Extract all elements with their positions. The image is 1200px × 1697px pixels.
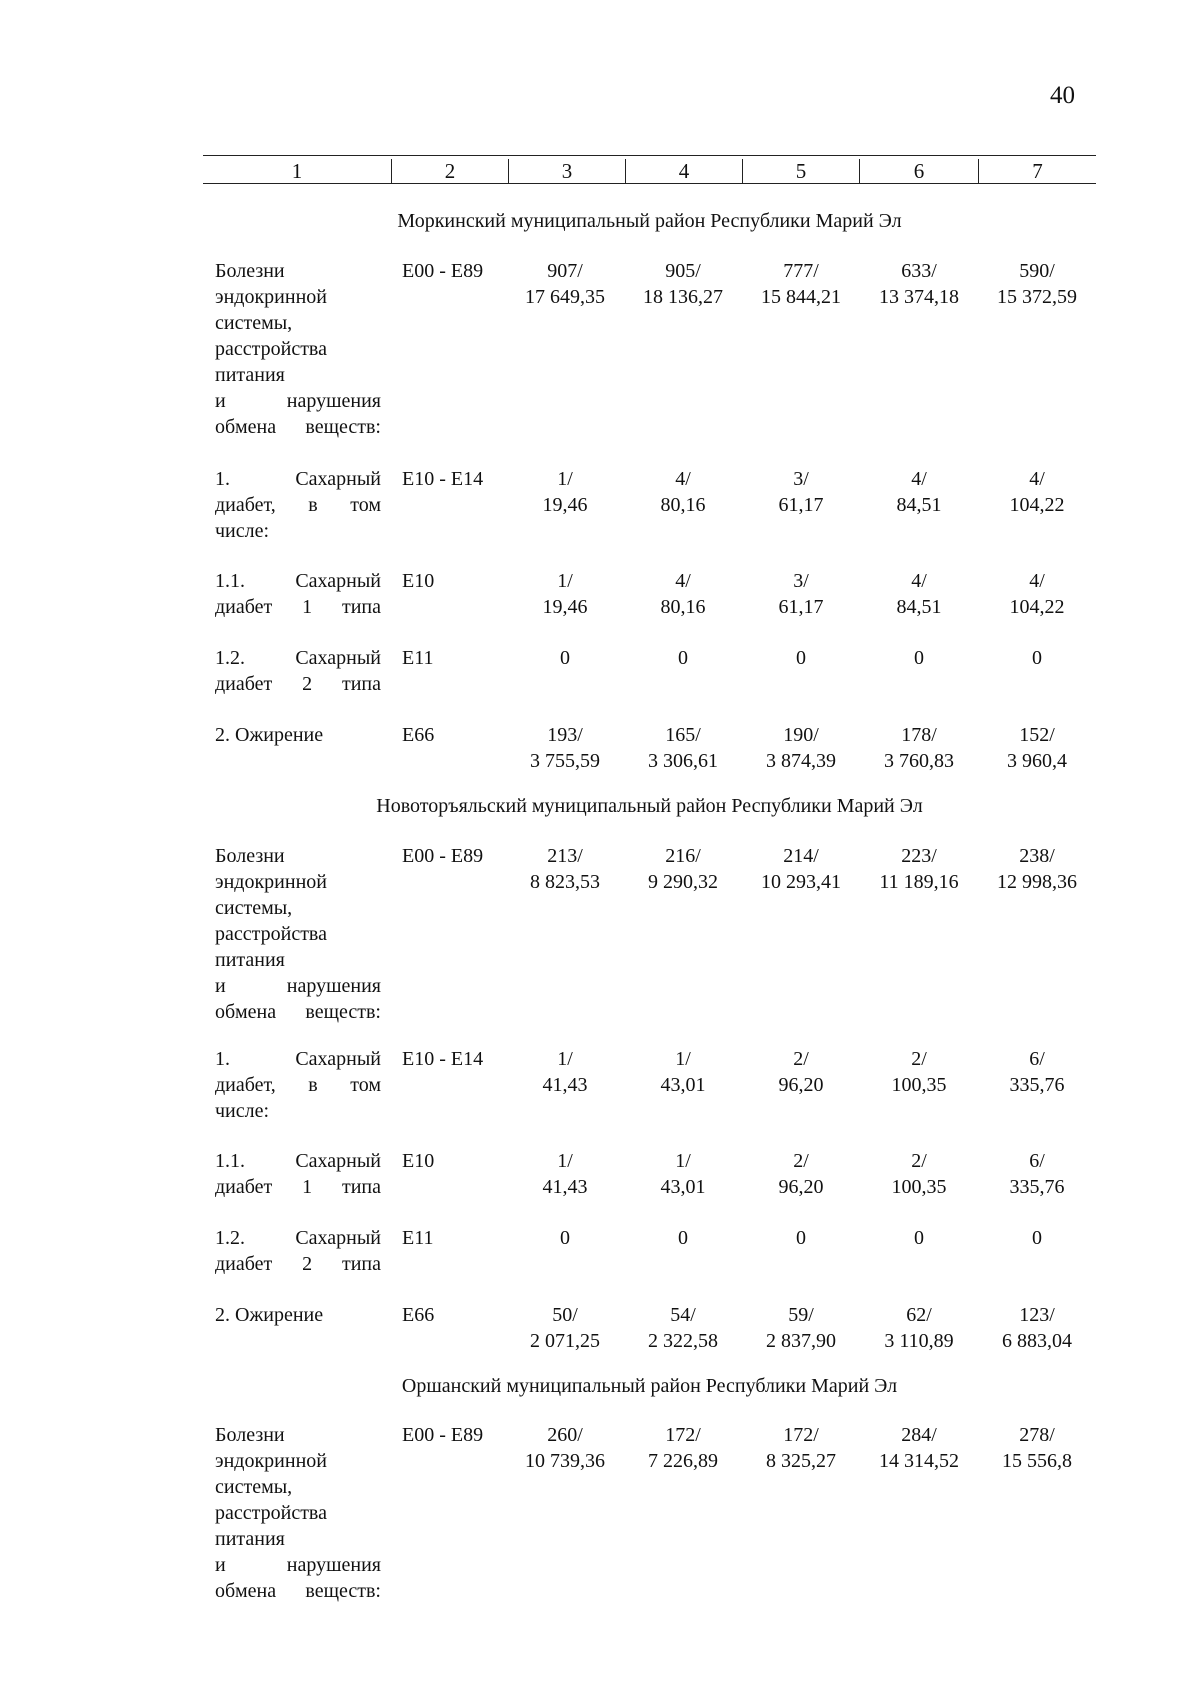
value-cell: [742, 1225, 860, 1251]
rate-value: 13 374,18: [879, 286, 959, 308]
value-cell: [506, 258, 624, 310]
rate-value: 3 874,39: [766, 750, 836, 772]
case-count: 62/: [906, 1304, 932, 1326]
value-cell: [742, 1148, 860, 1200]
value-cell: [506, 568, 624, 620]
value-cell: [978, 466, 1096, 518]
case-count: 0: [1032, 647, 1042, 669]
row-label-line: числе:: [215, 1100, 270, 1122]
case-count: 172/: [665, 1424, 701, 1446]
value-cell: [742, 1302, 860, 1354]
rate-value: 10 293,41: [761, 871, 841, 893]
case-count: 0: [914, 647, 924, 669]
icd-code: E11: [402, 1227, 434, 1249]
rate-value: 14 314,52: [879, 1450, 959, 1472]
row-label: [215, 1422, 381, 1604]
row-label-line: эндокринной: [215, 871, 327, 893]
icd-code: E00 - E89: [402, 260, 484, 282]
row-label: [215, 1302, 381, 1328]
row-label-line: обмена веществ:: [215, 1580, 381, 1602]
rate-value: 15 556,8: [1002, 1450, 1072, 1472]
value-cell: [506, 843, 624, 895]
row-label-line: 1. Сахарный: [215, 1048, 381, 1070]
case-count: 152/: [1019, 724, 1055, 746]
rate-value: 43,01: [660, 1074, 706, 1096]
rate-value: 3 760,83: [884, 750, 954, 772]
value-cell: [506, 466, 624, 518]
rate-value: 2 322,58: [648, 1330, 718, 1352]
header-col-2: 2: [392, 159, 509, 183]
rate-value: 3 755,59: [530, 750, 600, 772]
icd-code: E66: [402, 1304, 435, 1326]
case-count: 223/: [901, 845, 937, 867]
value-cell: [624, 466, 742, 518]
value-cell: [860, 1422, 978, 1474]
rate-value: 80,16: [660, 596, 706, 618]
value-cell: [978, 1422, 1096, 1474]
row-label-line: 2. Ожирение: [215, 724, 324, 746]
icd-code: E00 - E89: [402, 1424, 484, 1446]
icd-code: E10: [402, 1150, 435, 1172]
value-cell: [860, 258, 978, 310]
row-label-line: и нарушения: [215, 1554, 381, 1576]
case-count: 0: [796, 1227, 806, 1249]
row-label-line: диабет 2 типа: [215, 673, 381, 695]
value-cell: [742, 258, 860, 310]
case-count: 6/: [1029, 1150, 1045, 1172]
rate-value: 96,20: [778, 1074, 824, 1096]
rate-value: 80,16: [660, 494, 706, 516]
rate-value: 100,35: [891, 1074, 947, 1096]
row-label-line: диабет 1 типа: [215, 596, 381, 618]
case-count: 123/: [1019, 1304, 1055, 1326]
case-count: 284/: [901, 1424, 937, 1446]
row-label-line: 1. Сахарный: [215, 468, 381, 490]
rate-value: 7 226,89: [648, 1450, 718, 1472]
district-title: Оршанский муниципальный район Республики Марий Эл: [401, 1375, 898, 1397]
row-label-line: эндокринной: [215, 1450, 327, 1472]
value-cell: [860, 722, 978, 774]
case-count: 4/: [1029, 468, 1045, 490]
row-label-line: расстройства: [215, 923, 327, 945]
value-cell: [624, 1225, 742, 1251]
value-cell: [978, 645, 1096, 671]
case-count: 213/: [547, 845, 583, 867]
case-count: 178/: [901, 724, 937, 746]
value-cell: [860, 1148, 978, 1200]
case-count: 0: [796, 647, 806, 669]
case-count: 4/: [911, 468, 927, 490]
value-cell: [978, 1046, 1096, 1098]
header-top-rule: [203, 155, 1096, 156]
value-cell: [624, 1046, 742, 1098]
header-bottom-rule: [203, 183, 1096, 184]
rate-value: 15 844,21: [761, 286, 841, 308]
rate-value: 10 739,36: [525, 1450, 605, 1472]
row-label-line: 1.1. Сахарный: [215, 570, 381, 592]
row-label: [215, 568, 381, 620]
district-title: Новоторъяльский муниципальный район Республики Марий Эл: [376, 795, 923, 817]
icd-code: E11: [402, 647, 434, 669]
rate-value: 84,51: [896, 494, 942, 516]
value-cell: [860, 843, 978, 895]
header-col-6: 6: [860, 159, 979, 183]
value-cell: [506, 1046, 624, 1098]
value-cell: [624, 722, 742, 774]
case-count: 2/: [911, 1048, 927, 1070]
row-label-line: системы,: [215, 1476, 293, 1498]
value-cell: [624, 1302, 742, 1354]
row-label-line: обмена веществ:: [215, 416, 381, 438]
case-count: 4/: [1029, 570, 1045, 592]
rate-value: 104,22: [1009, 494, 1065, 516]
icd-code: E10: [402, 570, 435, 592]
row-label: [215, 722, 381, 748]
case-count: 4/: [675, 570, 691, 592]
case-count: 4/: [675, 468, 691, 490]
value-cell: [506, 645, 624, 671]
case-count: 214/: [783, 845, 819, 867]
rate-value: 3 110,89: [884, 1330, 954, 1352]
case-count: 633/: [901, 260, 937, 282]
case-count: 190/: [783, 724, 819, 746]
header-col-7: 7: [1032, 159, 1043, 183]
case-count: 50/: [552, 1304, 578, 1326]
row-label-line: диабет 2 типа: [215, 1253, 381, 1275]
case-count: 1/: [557, 570, 573, 592]
case-count: 1/: [557, 1150, 573, 1172]
value-cell: [624, 645, 742, 671]
icd-code: E66: [402, 724, 435, 746]
row-label-line: системы,: [215, 897, 293, 919]
value-cell: [742, 466, 860, 518]
value-cell: [742, 843, 860, 895]
case-count: 1/: [557, 1048, 573, 1070]
row-label-line: диабет, в том: [215, 1074, 381, 1096]
rate-value: 335,76: [1009, 1176, 1065, 1198]
rate-value: 2 071,25: [530, 1330, 600, 1352]
case-count: 172/: [783, 1424, 819, 1446]
rate-value: 9 290,32: [648, 871, 718, 893]
value-cell: [742, 1422, 860, 1474]
row-label: [215, 645, 381, 697]
value-cell: [978, 258, 1096, 310]
value-cell: [624, 843, 742, 895]
row-label-line: питания: [215, 364, 285, 386]
rate-value: 41,43: [542, 1176, 588, 1198]
case-count: 278/: [1019, 1424, 1055, 1446]
case-count: 905/: [665, 260, 701, 282]
value-cell: [624, 568, 742, 620]
value-cell: [742, 568, 860, 620]
row-label-line: 2. Ожирение: [215, 1304, 324, 1326]
case-count: 1/: [675, 1048, 691, 1070]
row-label-line: расстройства: [215, 1502, 327, 1524]
case-count: 2/: [911, 1150, 927, 1172]
case-count: 260/: [547, 1424, 583, 1446]
value-cell: [742, 722, 860, 774]
header-col-4: 4: [626, 159, 743, 183]
district-title: Моркинский муниципальный район Республики Марий Эл: [397, 210, 902, 232]
rate-value: 84,51: [896, 596, 942, 618]
row-label-line: расстройства: [215, 338, 327, 360]
value-cell: [742, 1046, 860, 1098]
value-cell: [506, 1302, 624, 1354]
rate-value: 3 960,4: [1007, 750, 1067, 772]
value-cell: [860, 1046, 978, 1098]
rate-value: 17 649,35: [525, 286, 605, 308]
row-label-line: 1.2. Сахарный: [215, 1227, 381, 1249]
value-cell: [978, 1148, 1096, 1200]
value-cell: [978, 568, 1096, 620]
case-count: 54/: [670, 1304, 696, 1326]
row-label-line: и нарушения: [215, 975, 381, 997]
case-count: 2/: [793, 1048, 809, 1070]
case-count: 1/: [675, 1150, 691, 1172]
rate-value: 19,46: [542, 494, 588, 516]
case-count: 193/: [547, 724, 583, 746]
case-count: 0: [678, 1227, 688, 1249]
value-cell: [860, 1225, 978, 1251]
rate-value: 12 998,36: [997, 871, 1077, 893]
case-count: 777/: [783, 260, 819, 282]
case-count: 0: [678, 647, 688, 669]
value-cell: [978, 1225, 1096, 1251]
case-count: 0: [560, 647, 570, 669]
row-label-line: 1.2. Сахарный: [215, 647, 381, 669]
row-label-line: обмена веществ:: [215, 1001, 381, 1023]
row-label-line: питания: [215, 1528, 285, 1550]
row-label-line: 1.1. Сахарный: [215, 1150, 381, 1172]
header-col-5: 5: [743, 159, 860, 183]
case-count: 238/: [1019, 845, 1055, 867]
rate-value: 104,22: [1009, 596, 1065, 618]
value-cell: [624, 1422, 742, 1474]
value-cell: [978, 1302, 1096, 1354]
value-cell: [506, 1148, 624, 1200]
case-count: 4/: [911, 570, 927, 592]
rate-value: 15 372,59: [997, 286, 1077, 308]
rate-value: 61,17: [778, 596, 824, 618]
rate-value: 19,46: [542, 596, 588, 618]
rate-value: 8 325,27: [766, 1450, 836, 1472]
row-label: [215, 258, 381, 440]
case-count: 590/: [1019, 260, 1055, 282]
row-label: [215, 466, 381, 544]
icd-code: E10 - E14: [402, 1048, 484, 1070]
rate-value: 61,17: [778, 494, 824, 516]
rate-value: 8 823,53: [530, 871, 600, 893]
value-cell: [506, 722, 624, 774]
value-cell: [506, 1422, 624, 1474]
value-cell: [860, 645, 978, 671]
row-label-line: числе:: [215, 520, 270, 542]
row-label-line: диабет, в том: [215, 494, 381, 516]
rate-value: 100,35: [891, 1176, 947, 1198]
row-label: [215, 1046, 381, 1124]
value-cell: [860, 568, 978, 620]
row-label-line: Болезни: [215, 1424, 285, 1446]
rate-value: 96,20: [778, 1176, 824, 1198]
rate-value: 18 136,27: [643, 286, 723, 308]
case-count: 6/: [1029, 1048, 1045, 1070]
case-count: 3/: [793, 468, 809, 490]
value-cell: [978, 722, 1096, 774]
case-count: 0: [914, 1227, 924, 1249]
row-label-line: эндокринной: [215, 286, 327, 308]
header-col-3: 3: [509, 159, 626, 183]
row-label: [215, 1225, 381, 1277]
case-count: 2/: [793, 1150, 809, 1172]
value-cell: [860, 466, 978, 518]
rate-value: 3 306,61: [648, 750, 718, 772]
value-cell: [860, 1302, 978, 1354]
row-label: [215, 1148, 381, 1200]
case-count: 907/: [547, 260, 583, 282]
row-label-line: и нарушения: [215, 390, 381, 412]
value-cell: [978, 843, 1096, 895]
icd-code: E10 - E14: [402, 468, 484, 490]
header-col-1: 1: [203, 159, 392, 183]
rate-value: 335,76: [1009, 1074, 1065, 1096]
case-count: 59/: [788, 1304, 814, 1326]
case-count: 165/: [665, 724, 701, 746]
case-count: 0: [560, 1227, 570, 1249]
rate-value: 6 883,04: [1002, 1330, 1072, 1352]
row-label-line: Болезни: [215, 845, 285, 867]
rate-value: 43,01: [660, 1176, 706, 1198]
rate-value: 2 837,90: [766, 1330, 836, 1352]
case-count: 1/: [557, 468, 573, 490]
rate-value: 41,43: [542, 1074, 588, 1096]
value-cell: [506, 1225, 624, 1251]
row-label-line: Болезни: [215, 260, 285, 282]
row-label-line: системы,: [215, 312, 293, 334]
value-cell: [624, 1148, 742, 1200]
row-label-line: питания: [215, 949, 285, 971]
page-number: 40: [1050, 82, 1075, 109]
row-label-line: диабет 1 типа: [215, 1176, 381, 1198]
value-cell: [624, 258, 742, 310]
rate-value: 11 189,16: [879, 871, 959, 893]
row-label: [215, 843, 381, 1025]
icd-code: E00 - E89: [402, 845, 484, 867]
case-count: 3/: [793, 570, 809, 592]
case-count: 216/: [665, 845, 701, 867]
value-cell: [742, 645, 860, 671]
case-count: 0: [1032, 1227, 1042, 1249]
